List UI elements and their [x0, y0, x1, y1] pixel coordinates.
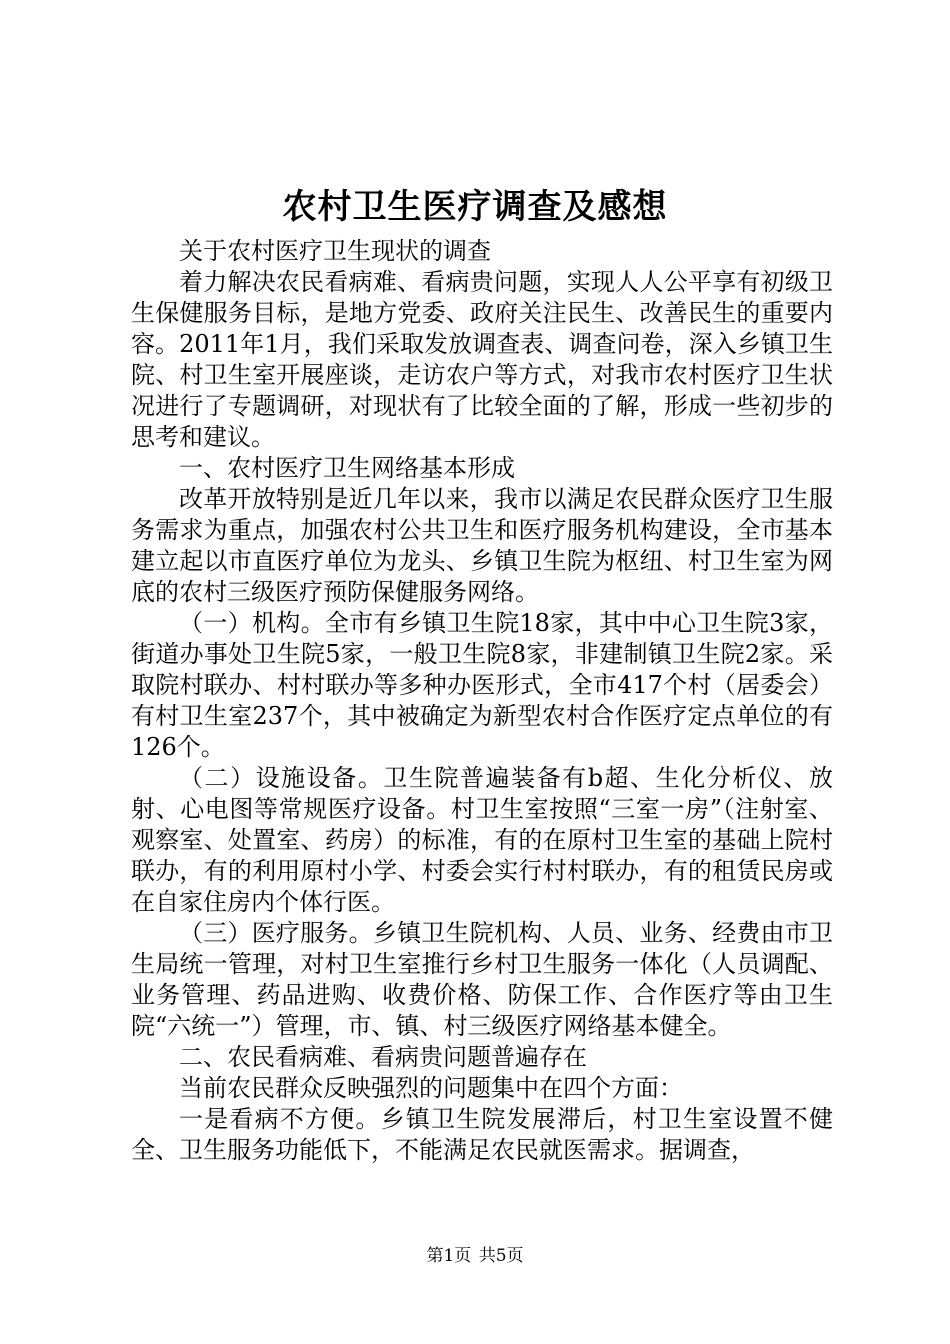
- page-footer: [0, 1244, 950, 1268]
- paragraph: （一）机构。全市有乡镇卫生院18家，其中中心卫生院3家，街道办事处卫生院5家，一般卫生院8家，非建制镇卫生院2家。采取院村联办、村村联办等多种办医形式，全市417个村（居委会）有村卫生室237个，其中被确定为新型农村合作医疗定点单位的有126个。: [131, 609, 833, 761]
- paragraph: 一是看病不方便。乡镇卫生院发展滞后，村卫生室设置不健全、卫生服务功能低下，不能满足农民就医需求。据调查，: [131, 1105, 833, 1164]
- page-number: 第1页: [426, 1246, 472, 1266]
- paragraph: 着力解决农民看病难、看病贵问题，实现人人公平享有初级卫生保健服务目标，是地方党委、政府关注民生、改善民生的重要内容。2011年1月，我们采取发放调查表、调查问卷，深入乡镇卫生院、村卫生室开展座谈，走访农户等方式，对我市农村医疗卫生状况进行了专题调研，对现状有了比较全面的了解，形成一些初步的思考和建议。: [131, 268, 833, 451]
- section-heading: 二、农民看病难、看病贵问题普遍存在: [179, 1043, 587, 1071]
- section-heading: 一、农村医疗卫生网络基本形成: [179, 454, 515, 482]
- document-title: 农村卫生医疗调查及感想: [282, 187, 668, 227]
- paragraph: 关于农村医疗卫生现状的调查: [179, 237, 491, 265]
- paragraph: 当前农民群众反映强烈的问题集中在四个方面：: [179, 1074, 683, 1102]
- paragraph: （三）医疗服务。乡镇卫生院机构、人员、业务、经费由市卫生局统一管理，对村卫生室推行乡村卫生服务一体化（人员调配、业务管理、药品进购、收费价格、防保工作、合作医疗等由卫生院“六统一”）管理，市、镇、村三级医疗网络基本健全。: [131, 919, 833, 1040]
- paragraph: 改革开放特别是近几年以来，我市以满足农民群众医疗卫生服务需求为重点，加强农村公共卫生和医疗服务机构建设，全市基本建立起以市直医疗单位为龙头、乡镇卫生院为枢纽、村卫生室为网底的农村三级医疗预防保健服务网络。: [131, 485, 833, 606]
- document-body: [131, 236, 833, 1166]
- paragraph: （二）设施设备。卫生院普遍装备有b超、生化分析仪、放射、心电图等常规医疗设备。村卫生室按照“三室一房”（注射室、观察室、处置室、药房）的标准，有的在原村卫生室的基础上院村联办，有的利用原村小学、村委会实行村村联办，有的租赁民房或在自家住房内个体行医。: [131, 764, 833, 916]
- page-total: 共5页: [478, 1246, 524, 1266]
